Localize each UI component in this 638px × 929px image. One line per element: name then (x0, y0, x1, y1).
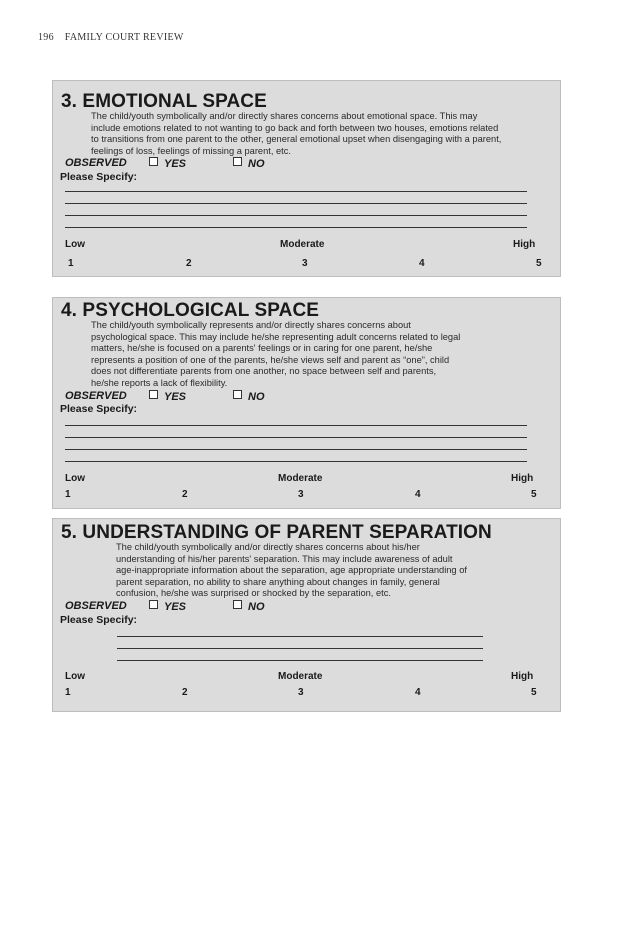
checkbox-icon (149, 600, 158, 609)
scale-number-3[interactable]: 3 (302, 258, 308, 269)
scale-number-1[interactable]: 1 (65, 687, 71, 698)
specify-line[interactable] (117, 648, 483, 649)
observed-label: OBSERVED (65, 600, 127, 612)
scale-high-label: High (513, 239, 536, 250)
running-head (38, 32, 184, 43)
specify-line[interactable] (117, 636, 483, 637)
specify-line[interactable] (65, 215, 527, 216)
scale-high-label: High (511, 473, 534, 484)
section-title: 4. PSYCHOLOGICAL SPACE (61, 300, 320, 321)
checkbox-icon (149, 157, 158, 166)
no-checkbox[interactable]: NO (233, 600, 265, 613)
scale-low-label: Low (65, 473, 85, 484)
scale-number-2[interactable]: 2 (186, 258, 192, 269)
specify-line[interactable] (65, 461, 527, 462)
specify-line[interactable] (117, 660, 483, 661)
scale-number-5[interactable]: 5 (531, 687, 537, 698)
section-description: The child/youth symbolically and/or directly shares concerns about his/her understanding of his/her parents' separation. This may include awareness of adult age-inappropriate information about the separation, age appropriate understanding of parent separation, no ability to share anything about changes in family, general confusion, he/she was surprised or shocked by the separation, etc. (116, 542, 467, 599)
scale-number-5[interactable]: 5 (536, 258, 542, 269)
scale-number-2[interactable]: 2 (182, 489, 188, 500)
journal-title: FAMILY COURT REVIEW (64, 32, 184, 43)
please-specify-label: Please Specify: (60, 171, 138, 183)
scale-moderate-label: Moderate (280, 239, 325, 250)
observed-label: OBSERVED (65, 157, 127, 169)
section-psychological-space (52, 297, 561, 509)
scale-low-label: Low (65, 239, 85, 250)
please-specify-label: Please Specify: (60, 403, 138, 415)
specify-line[interactable] (65, 437, 527, 438)
section-description: The child/youth symbolically and/or directly shares concerns about emotional space. This may include emotions related to not wanting to go back and forth between two houses, emotions related to transitions from one parent to the other, general emotional upset when disengaging with a parent, feelings of loss, feelings of missing a parent, etc. (91, 111, 502, 156)
scale-number-4[interactable]: 4 (415, 687, 421, 698)
page-number: 196 (38, 32, 54, 43)
yes-checkbox[interactable]: YES (149, 600, 186, 613)
specify-line[interactable] (65, 191, 527, 192)
section-title: 3. EMOTIONAL SPACE (61, 91, 267, 112)
specify-line[interactable] (65, 449, 527, 450)
scale-moderate-label: Moderate (278, 671, 323, 682)
scale-number-1[interactable]: 1 (65, 489, 71, 500)
specify-line[interactable] (65, 203, 527, 204)
checkbox-icon (233, 600, 242, 609)
observed-label: OBSERVED (65, 390, 127, 402)
section-title: 5. UNDERSTANDING OF PARENT SEPARATION (61, 522, 492, 543)
section-description: The child/youth symbolically represents and/or directly shares concerns about psychological space. This may include he/she representing adult concerns related to legal matters, he/she is focused on a parents' feelings or in caring for one parent, he/she represents a position of one of the parents, he/she views self and parent as “one”, child does not differentiate parents from one another, no space between self and parents, he/she reports a lack of flexibility. (91, 320, 461, 388)
scale-number-1[interactable]: 1 (68, 258, 74, 269)
section-emotional-space (52, 80, 561, 277)
please-specify-label: Please Specify: (60, 614, 138, 626)
no-checkbox[interactable]: NO (233, 390, 265, 403)
scale-number-2[interactable]: 2 (182, 687, 188, 698)
checkbox-icon (233, 157, 242, 166)
section-understanding-of-parent-separation (52, 518, 561, 712)
checkbox-icon (233, 390, 242, 399)
scale-number-3[interactable]: 3 (298, 687, 304, 698)
specify-line[interactable] (65, 227, 527, 228)
scale-high-label: High (511, 671, 534, 682)
checkbox-icon (149, 390, 158, 399)
scale-number-3[interactable]: 3 (298, 489, 304, 500)
no-checkbox[interactable]: NO (233, 157, 265, 170)
yes-checkbox[interactable]: YES (149, 390, 186, 403)
specify-line[interactable] (65, 425, 527, 426)
scale-number-4[interactable]: 4 (419, 258, 425, 269)
scale-number-4[interactable]: 4 (415, 489, 421, 500)
scale-moderate-label: Moderate (278, 473, 323, 484)
yes-checkbox[interactable]: YES (149, 157, 186, 170)
scale-number-5[interactable]: 5 (531, 489, 537, 500)
scale-low-label: Low (65, 671, 85, 682)
